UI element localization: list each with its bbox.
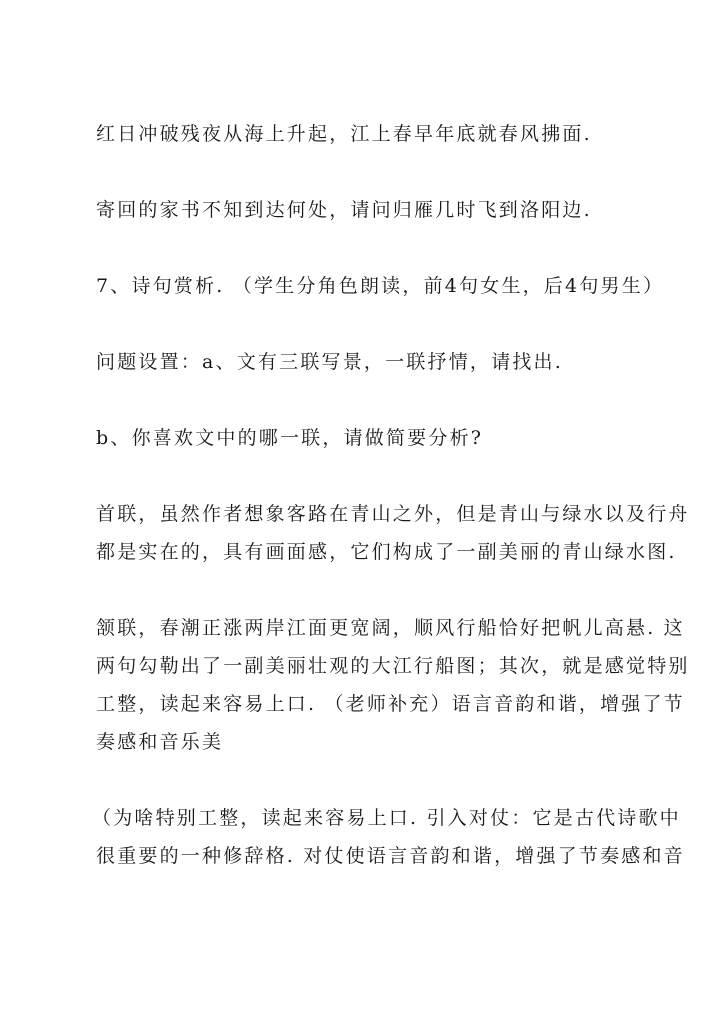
paragraph-hanlian-line-2: 两句勾勒出了一副美丽壮观的大江行船图；其次，就是感觉特别 [96, 655, 690, 677]
paragraph-duizhang-line-2: 很重要的一种修辞格. 对仗使语言音韵和谐，增强了节奏感和音 [96, 845, 685, 867]
paragraph-duizhang-line-1: （为啥特别工整，读起来容易上口. 引入对仗：它是古代诗歌中 [92, 807, 681, 829]
paragraph-shoulian-line-2: 都是实在的，具有画面感，它们构成了一副美丽的青山绿水图. [96, 541, 677, 563]
paragraph-shoulian-line-1: 首联，虽然作者想象客路在青山之外，但是青山与绿水以及行舟 [96, 503, 690, 525]
poem-translation-line-2: 寄回的家书不知到达何处，请问归雁几时飞到洛阳边. [96, 199, 592, 221]
question-a: 问题设置：a、文有三联写景，一联抒情，请找出. [96, 351, 563, 373]
paragraph-hanlian-line-4: 奏感和音乐美 [96, 731, 224, 753]
paragraph-hanlian-line-3: 工整，读起来容易上口. （老师补充）语言音韵和谐，增强了节 [96, 693, 685, 715]
poem-translation-line-1: 红日冲破残夜从海上升起，江上春早年底就春风拂面. [96, 123, 592, 145]
paragraph-hanlian-line-1: 颔联，春潮正涨两岸江面更宽阔，顺风行船恰好把帆儿高悬. 这 [96, 617, 685, 639]
question-b: b、你喜欢文中的哪一联，请做简要分析? [96, 427, 484, 449]
section-heading-7: 7、诗句赏析. （学生分角色朗读，前4句女生，后4句男生） [96, 275, 665, 297]
